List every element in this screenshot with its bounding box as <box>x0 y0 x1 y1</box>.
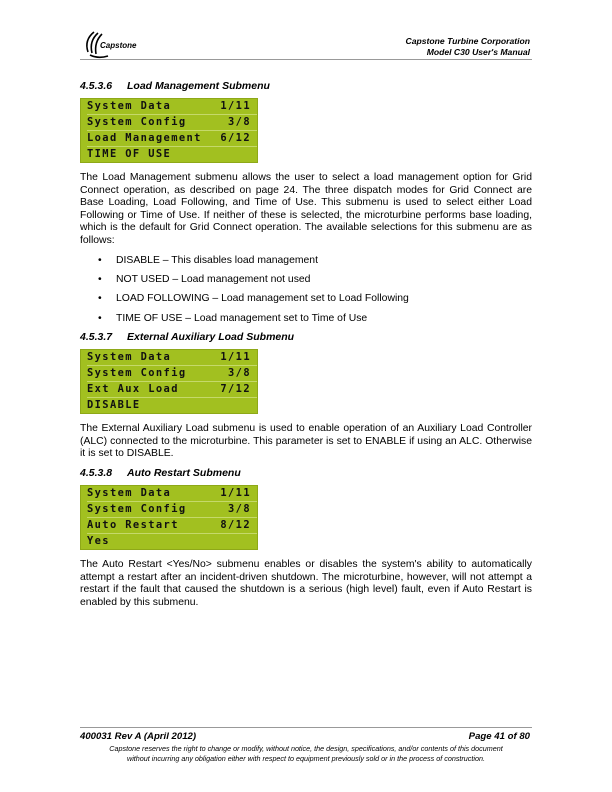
lcd-row: System Config 3/8 <box>87 366 257 382</box>
section-auto-restart <box>80 467 532 609</box>
section-title: Load Management Submenu <box>127 80 270 92</box>
section-paragraph: The External Auxiliary Load submenu is used to enable operation of an Auxiliary Load Controller (ALC) connected to the microturbine. This parameter is set to ENABLE if using an ALC. Otherwise it is set to DISABLE. <box>80 423 532 460</box>
lcd-display <box>80 98 258 163</box>
section-number: 4.5.3.6 <box>80 80 113 92</box>
section-paragraph: The Load Management submenu allows the user to select a load management option for Grid Connect operation, as described on page 24. The three dispatch modes for Grid Connect are Base Loading, Load Following, and Time of Use. This submenu is used to select either Load Following or Time of Use. If neither of these is selected, the microturbine performs base loading, which is the default for Grid Connect operation. The available selections for this submenu are as follows: <box>80 172 532 246</box>
section-load-management <box>80 80 532 332</box>
section-external-auxiliary-load <box>80 331 532 461</box>
footer-rule <box>80 727 532 728</box>
lcd-row: DISABLE <box>87 399 141 411</box>
section-paragraph: The Auto Restart <Yes/No> submenu enables or disables the system's ability to automatically attempt a restart after an incident-driven shutdown. The microturbine, however, will not attempt a restart if the fault that caused the shutdown is a serious (high level) fault, even if Auto Restart is enabled by this submenu. <box>80 559 532 608</box>
section-number: 4.5.3.7 <box>80 331 113 343</box>
lcd-row: Auto Restart 8/12 <box>87 518 257 534</box>
lcd-row: System Data 1/11 <box>87 486 257 502</box>
manual-title: Model C30 User's Manual <box>426 47 530 57</box>
lcd-row: Load Management 6/12 <box>87 131 257 147</box>
lcd-row: Yes <box>87 535 110 547</box>
list-item: • NOT USED – Load management not used <box>116 274 532 287</box>
list-item: • TIME OF USE – Load management set to Time of Use <box>116 313 532 326</box>
lcd-row: System Data 1/11 <box>87 350 257 366</box>
company-name: Capstone Turbine Corporation <box>405 36 530 46</box>
header-rule <box>80 59 532 60</box>
section-title: Auto Restart Submenu <box>127 467 241 479</box>
lcd-row: TIME OF USE <box>87 148 172 160</box>
capstone-logo <box>80 28 160 62</box>
section-number: 4.5.3.8 <box>80 467 113 479</box>
section-heading <box>80 467 532 479</box>
list-item: • LOAD FOLLOWING – Load management set to Load Following <box>116 293 532 306</box>
footer-disclaimer: Capstone reserves the right to change or modify, without notice, the design, specifications, and/or contents of this document without incurring any obligation either with respect to equipment previously sold or in the process of construction. <box>109 744 503 763</box>
section-heading <box>80 331 532 343</box>
lcd-row: System Config 3/8 <box>87 502 257 518</box>
lcd-display <box>80 349 258 414</box>
list-item: • DISABLE – This disables load management <box>116 255 532 268</box>
document-number: 400031 Rev A (April 2012) <box>80 731 197 742</box>
section-title: External Auxiliary Load Submenu <box>127 331 295 343</box>
logo-wordmark: Capstone <box>100 41 137 50</box>
lcd-row: Ext Aux Load 7/12 <box>87 382 257 398</box>
section-heading <box>80 80 532 92</box>
lcd-row: System Data 1/11 <box>87 99 257 115</box>
lcd-display <box>80 485 258 550</box>
page-number: Page 41 of 80 <box>468 731 530 742</box>
selection-list <box>80 255 532 326</box>
header-company-block <box>406 36 530 58</box>
lcd-row: System Config 3/8 <box>87 115 257 131</box>
